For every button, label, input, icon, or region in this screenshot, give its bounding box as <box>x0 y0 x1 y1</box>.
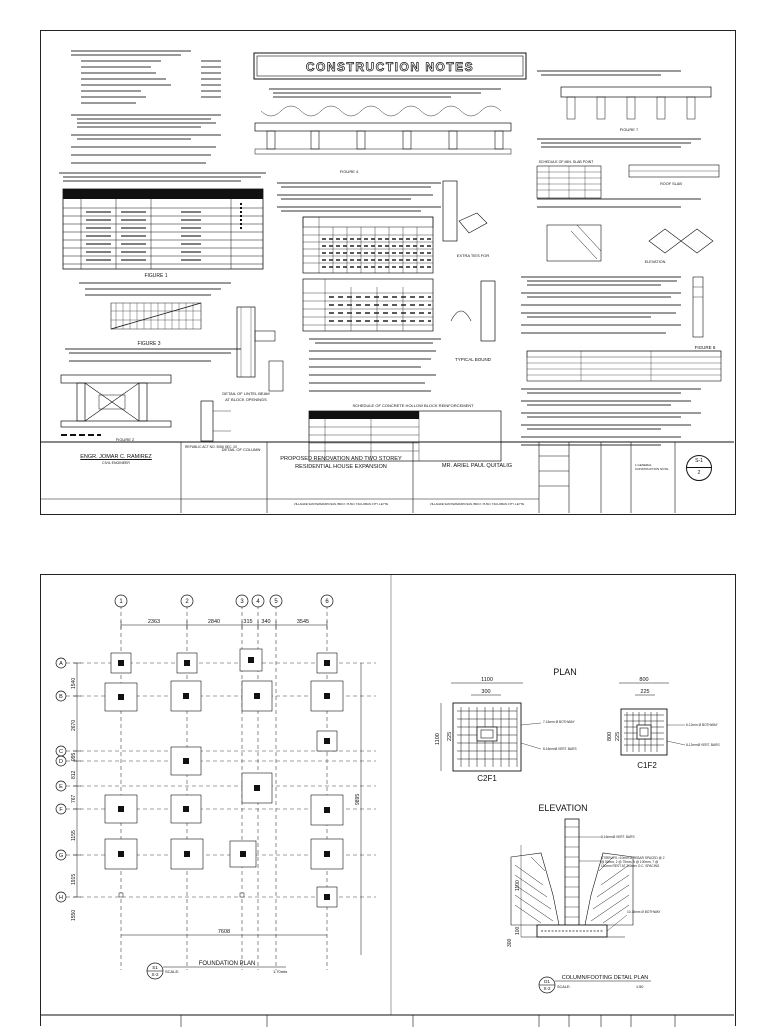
elev-dim-base: 300 <box>507 938 513 947</box>
sheet-number: S-1 <box>687 456 711 468</box>
typical-bound-drawing <box>451 281 495 341</box>
foundation-plan-sheet <box>40 574 736 1026</box>
c2f1-note-bothway: 7-16mm Ø BOTHWAY <box>543 720 575 724</box>
figure8-drawing <box>693 277 703 337</box>
notes-title-frame <box>254 53 526 79</box>
plan-scale-label: SCALE: <box>165 969 180 974</box>
dim-left-7: 1915 <box>71 873 77 885</box>
figure3-drawing <box>79 283 231 329</box>
grid-label-3: 3 <box>240 599 244 605</box>
elevation-small-label: ELEVATION <box>644 260 666 264</box>
column-footing-detail-title: COLUMN/FOOTING DETAIL PLAN <box>561 975 649 981</box>
grid-label-c: C <box>59 749 63 755</box>
elev-dim-height: 1100 <box>515 880 521 891</box>
lintel-detail-sub: AT BLOCK OPENINGS <box>225 397 267 402</box>
sheet-total: 2 <box>697 470 701 476</box>
project-title <box>269 455 413 471</box>
left-notes-block <box>59 51 266 181</box>
dim-top-4: 340 <box>261 619 271 625</box>
grid-label-2: 2 <box>185 599 189 605</box>
hollow-block-schedule-title: SCHEDULE OF CONCRETE HOLLOW BLOCK REINFORCEMENT <box>352 403 474 408</box>
plan-scale-value: 1:70mts <box>273 969 288 974</box>
sheet-number-circle <box>686 455 712 481</box>
figure2-caption: FIGURE 2 <box>115 437 135 442</box>
lintel-detail-label: DETAIL OF LINTEL BEAM <box>222 391 270 396</box>
extra-ties-drawing <box>443 181 487 241</box>
grid-label-h: H <box>59 895 63 901</box>
dim-top-1: 2363 <box>147 619 161 625</box>
owner-location: VILLAGRE SANTAMARIAPUSAN, BRGY. PUSO, TACLOBAN CITY, LEYTE <box>429 502 525 506</box>
reinforcement-table <box>63 189 263 269</box>
construction-notes-drawing <box>41 31 734 513</box>
grid-label-b: B <box>59 694 63 700</box>
detail-elevation-heading: ELEVATION <box>538 803 588 813</box>
detail-scale-label: SCALE: <box>557 985 571 989</box>
grid-label-5: 5 <box>274 599 278 605</box>
dim-top-5: 3545 <box>296 619 310 625</box>
figure8-caption: FIGURE 8 <box>694 345 716 350</box>
foundation-plan-drawing <box>41 575 734 1027</box>
right-notes-block <box>537 71 711 119</box>
extra-ties-label: EXTRA TIES FOR <box>456 253 490 258</box>
beam-elevation-drawing <box>255 89 511 154</box>
roof-slab-label: ROOF SLAB <box>660 182 682 186</box>
c1f2-footing-plan <box>619 683 685 755</box>
elev-dim-slab: 100 <box>515 926 521 935</box>
dim-left-6: 1155 <box>71 830 77 841</box>
c2f1-inner: 300 <box>481 689 491 695</box>
plan-callout-number: S1 <box>152 965 158 970</box>
c2f1-width: 1100 <box>481 677 493 683</box>
grid-label-e: E <box>59 784 63 790</box>
figure2-drawing <box>61 375 171 427</box>
owner-name: MR. ARIEL PAUL QUITALIG <box>441 463 513 469</box>
project-title-line1: PROPOSED RENOVATION AND TWO STOREY <box>280 456 402 462</box>
notes-title: CONSTRUCTION NOTES <box>305 60 475 74</box>
grid-label-f: F <box>59 807 63 813</box>
dim-left-4: 812 <box>71 770 77 779</box>
detail-callout-sheet: S-2 <box>543 986 551 991</box>
column-detail-drawing <box>201 401 231 441</box>
wall-corner-drawing <box>547 225 713 261</box>
figure7-caption: FIGURE 7 <box>619 127 639 132</box>
elev-note-bothway: 10-16mm Ø BOTHWAY <box>627 910 661 914</box>
c2f1-inner-v: 225 <box>447 731 453 741</box>
dim-top-3: 315 <box>243 619 253 625</box>
project-location: VILLAGRE SANTAMARIAPUSAN, BRGY. PUSO, TACLOBAN CITY, LEYTE <box>293 502 389 506</box>
c2f1-note-vert: 8-16mmØ VERT. BARS <box>543 747 577 751</box>
min-slab-table <box>537 166 601 198</box>
dim-left-2: 2670 <box>71 719 77 731</box>
right-table <box>527 351 721 381</box>
grid-label-6: 6 <box>325 599 329 605</box>
detail-scale-value: 1:50 <box>636 985 644 989</box>
hollow-block-schedule-table <box>309 411 501 461</box>
dim-left-8: 1550 <box>71 909 77 921</box>
c2f1-height: 1100 <box>435 733 441 745</box>
grid-bubbles-top <box>115 595 333 607</box>
grid-label-g: G <box>58 853 64 859</box>
detail-plan-heading: PLAN <box>553 667 577 677</box>
dim-left-5: 767 <box>71 794 77 803</box>
c1f2-note-vert: 8-12mmØ VERT. BARS <box>686 743 720 747</box>
foundation-plan-title: FOUNDATION PLAN <box>198 961 256 967</box>
centre-schedule-table-1 <box>303 217 433 273</box>
figure3-caption: FIGURE 3 <box>137 341 161 347</box>
construction-notes-sheet <box>40 30 736 515</box>
c1f2-note-bothway: 6-12mm Ø BOTHWAY <box>686 723 718 727</box>
elev-note-stirrups: STIRRUPS =10mm Ø REBAR SPACED @ 2 @ 50mm, 2 @ 75mm, 5 @ 100mm, 7 @ 150mm REST AT 200mm O.C. SPACING <box>601 856 665 868</box>
dim-left-3: 995 <box>71 752 77 761</box>
grid-label-4: 4 <box>256 599 260 605</box>
grid-label-1: 1 <box>119 599 123 605</box>
c1f2-inner: 225 <box>640 689 650 695</box>
elev-note-vert-bars: 8-16mmØ VERT. BARS <box>601 835 635 839</box>
dim-bottom: 7608 <box>217 929 231 935</box>
c2f1-footing-plan <box>441 683 541 771</box>
column-detail-label: DETAIL OF COLUMN <box>221 447 261 452</box>
engineer-name: ENGR. JOMAR C. RAMIREZ <box>80 454 152 460</box>
plan-callout-sheet: S-2 <box>151 972 159 977</box>
dim-right: 9895 <box>355 793 361 805</box>
footings <box>105 649 343 907</box>
c1f2-height: 800 <box>607 731 613 741</box>
dim-top-2: 2840 <box>207 619 221 625</box>
min-slab-schedule-title: SCHEDULE OF MIN. SLAB POINT <box>538 160 594 164</box>
roof-slab-drawing <box>629 165 719 177</box>
project-title-line2: RESIDENTIAL HOUSE EXPANSION <box>295 464 387 470</box>
c1f2-label: C1F2 <box>637 761 657 770</box>
column-marks <box>118 657 330 900</box>
c2f1-label: C2F1 <box>477 774 497 783</box>
elev-note-stirrups-box <box>601 856 665 896</box>
grid-label-a: A <box>59 661 63 667</box>
detail-callout-number: D1 <box>544 979 550 984</box>
centre-schedule-table-2 <box>303 279 433 331</box>
dim-left-1: 1540 <box>71 677 77 689</box>
typical-bound-label: TYPICAL BOUND <box>454 357 492 362</box>
lintel-detail-drawing <box>237 307 283 391</box>
c1f2-inner-v: 225 <box>615 731 621 741</box>
figure1-caption: FIGURE 1 <box>144 273 168 279</box>
figure4-caption: FIGURE 4 <box>339 169 359 174</box>
engineer-role: CIVIL ENGINEER <box>102 461 130 465</box>
c1f2-width: 800 <box>639 677 649 683</box>
republic-act-reference: REPUBLIC ACT NO. 9266 SEC. 20 <box>185 445 237 449</box>
grid-label-d: D <box>59 759 63 765</box>
sheet-contents: 1 GENERAL CONSTRUCTION NOTE <box>635 463 669 471</box>
